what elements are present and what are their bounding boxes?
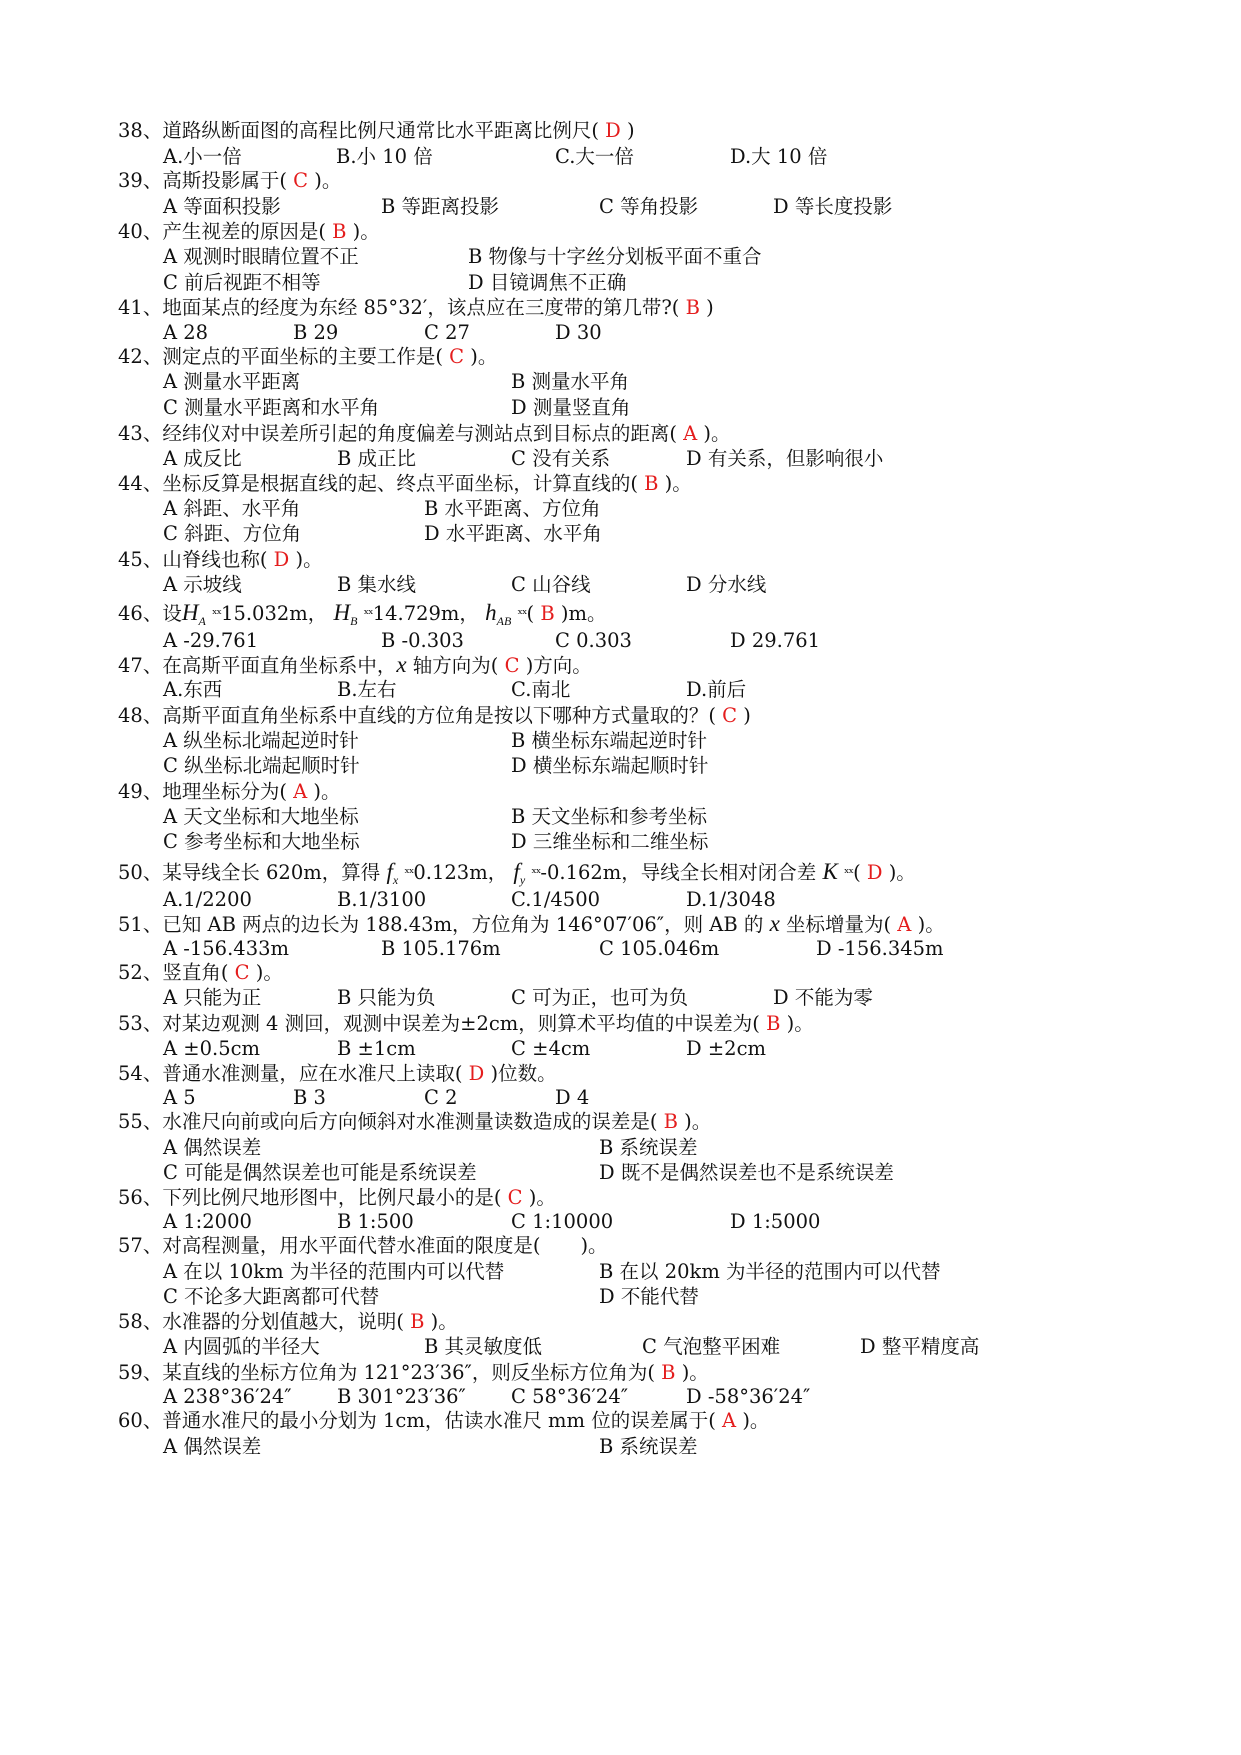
answer-mark: B xyxy=(534,602,561,625)
question-text-end: )。 xyxy=(313,780,341,803)
question-number: 41、 xyxy=(118,296,163,319)
question-number: 39、 xyxy=(118,169,163,192)
option-c: C 纵坐标北端起顺时针 xyxy=(163,754,360,777)
question-text-end: )m。 xyxy=(560,602,607,625)
option-c: C 斜距、方位角 xyxy=(163,522,302,545)
variable-x: x xyxy=(396,652,407,677)
answer-mark: A xyxy=(286,780,314,803)
question-text-end: )。 xyxy=(681,1361,709,1384)
option-d: D 30 xyxy=(555,321,602,344)
equals-symbol: ₓₓ xyxy=(404,862,414,877)
question-57 xyxy=(118,1232,608,1260)
option-b: B 只能为负 xyxy=(337,986,436,1009)
option-d: D 分水线 xyxy=(686,573,767,596)
options-row xyxy=(163,368,1163,396)
option-c: C 山谷线 xyxy=(511,573,591,596)
option-a: A -156.433m xyxy=(163,937,289,960)
variable-k: K xyxy=(822,859,838,884)
question-text-end: )。 xyxy=(888,861,916,884)
question-44 xyxy=(118,470,692,498)
option-b: B 天文坐标和参考坐标 xyxy=(511,805,708,828)
options-row xyxy=(163,752,1163,780)
option-d: D.1/3048 xyxy=(686,888,776,911)
option-a: A 斜距、水平角 xyxy=(163,497,301,520)
option-c: C ±4cm xyxy=(511,1037,591,1060)
question-42 xyxy=(118,343,497,371)
answer-mark: D xyxy=(267,548,296,571)
option-d: D -156.345m xyxy=(816,937,944,960)
subscript: AB xyxy=(496,614,512,628)
option-d: D.前后 xyxy=(686,678,747,701)
answer-mark: B xyxy=(657,1110,685,1133)
question-text-end: )方向。 xyxy=(525,654,592,677)
question-text: 坐标反算是根据直线的起、终点平面坐标，计算直线的( xyxy=(162,472,638,495)
question-number: 56、 xyxy=(118,1186,163,1209)
option-b: B 105.176m xyxy=(381,937,501,960)
value-text: 14.729m， xyxy=(372,602,479,625)
option-b: B 301°23′36″ xyxy=(337,1385,466,1408)
answer-mark: C xyxy=(286,169,315,192)
variable-h: H xyxy=(333,600,351,625)
option-d: D 等长度投影 xyxy=(773,195,893,218)
option-a: A.小一倍 xyxy=(163,145,242,168)
question-number: 54、 xyxy=(118,1062,163,1085)
option-c: C 1:10000 xyxy=(511,1210,614,1233)
answer-mark: A xyxy=(715,1409,743,1432)
equals-symbol: ₓₓ xyxy=(363,603,373,618)
question-48 xyxy=(118,702,751,730)
question-number: 60、 xyxy=(118,1409,163,1432)
question-number: 51、 xyxy=(118,913,163,936)
question-text: 地理坐标分为( xyxy=(162,780,287,803)
options-row xyxy=(163,269,1163,297)
question-number: 57、 xyxy=(118,1234,163,1257)
options-row xyxy=(163,803,1163,831)
option-b: B 系统误差 xyxy=(599,1435,698,1458)
question-text: 在高斯平面直角坐标系中， xyxy=(162,654,397,677)
value-text: 0.123m， xyxy=(413,861,508,884)
question-text: 山脊线也称( xyxy=(162,548,268,571)
question-number: 38、 xyxy=(118,119,163,142)
question-text: ( xyxy=(853,861,861,884)
question-58 xyxy=(118,1308,458,1336)
value-text: -0.162m，导线全长相对闭合差 xyxy=(540,861,823,884)
equals-symbol: ₓₓ xyxy=(212,603,222,618)
question-text-end: )。 xyxy=(580,1234,608,1257)
option-a: A 5 xyxy=(163,1086,196,1109)
question-40 xyxy=(118,218,380,246)
subscript: y xyxy=(519,873,526,887)
question-number: 45、 xyxy=(118,548,163,571)
option-a: A 天文坐标和大地坐标 xyxy=(163,805,359,828)
option-d: D 测量竖直角 xyxy=(511,396,631,419)
options-row xyxy=(163,445,1163,473)
question-text-end: )。 xyxy=(528,1186,556,1209)
option-c: C 2 xyxy=(424,1086,458,1109)
option-b: B 其灵敏度低 xyxy=(424,1335,543,1358)
question-text-end: )。 xyxy=(917,913,945,936)
question-53 xyxy=(118,1010,814,1038)
option-b: B 水平距离、方位角 xyxy=(424,497,601,520)
question-43 xyxy=(118,420,731,448)
question-52 xyxy=(118,959,283,987)
option-d: D 三维坐标和二维坐标 xyxy=(511,830,709,853)
option-a: A 只能为正 xyxy=(163,986,262,1009)
options-row xyxy=(163,1258,1163,1286)
option-a: A ±0.5cm xyxy=(163,1037,261,1060)
equals-symbol: ₓₓ xyxy=(844,862,854,877)
option-d: D 整平精度高 xyxy=(860,1335,980,1358)
variable-f: f xyxy=(513,859,520,884)
question-text: 水准尺向前或向后方向倾斜对水准测量读数造成的误差是( xyxy=(162,1110,658,1133)
option-d: D 既不是偶然误差也不是系统误差 xyxy=(599,1161,894,1184)
option-a: A 示坡线 xyxy=(163,573,242,596)
answer-mark: D xyxy=(860,861,889,884)
subscript: B xyxy=(350,614,358,628)
option-c: C.大一倍 xyxy=(555,145,634,168)
question-text: 道路纵断面图的高程比例尺通常比水平距离比例尺( xyxy=(162,119,599,142)
answer-mark: B xyxy=(403,1310,431,1333)
question-number: 52、 xyxy=(118,961,163,984)
answer-mark: C xyxy=(498,654,526,677)
question-text-end: ) xyxy=(743,704,751,727)
option-c: C 前后视距不相等 xyxy=(163,271,321,294)
question-text: 地面某点的经度为东经 85°32′，该点应在三度带的第几带?( xyxy=(162,296,680,319)
question-number: 46、 xyxy=(118,602,163,625)
answer-mark: D xyxy=(598,119,627,142)
option-b: B.左右 xyxy=(337,678,397,701)
option-a: A 内圆弧的半径大 xyxy=(163,1335,320,1358)
option-b: B 系统误差 xyxy=(599,1136,698,1159)
option-b: B 在以 20km 为半径的范围内可以代替 xyxy=(599,1260,941,1283)
answer-mark: B xyxy=(759,1012,787,1035)
options-row xyxy=(163,495,1163,523)
question-38 xyxy=(118,117,635,145)
options-row xyxy=(163,935,1163,963)
option-d: D 目镜调焦不正确 xyxy=(468,271,627,294)
option-b: B 横坐标东端起逆时针 xyxy=(511,729,708,752)
option-a: A 1:2000 xyxy=(163,1210,252,1233)
question-text: ( xyxy=(526,602,535,625)
question-49 xyxy=(118,778,341,806)
question-text: 设 xyxy=(162,602,182,625)
option-b: B 物像与十字丝分划板平面不重合 xyxy=(468,245,762,268)
question-text-end: )。 xyxy=(255,961,283,984)
option-d: D 29.761 xyxy=(730,629,821,652)
option-c: C 可能是偶然误差也可能是系统误差 xyxy=(163,1161,477,1184)
option-a: A 238°36′24″ xyxy=(163,1385,292,1408)
question-number: 53、 xyxy=(118,1012,163,1035)
answer-mark: C xyxy=(228,961,256,984)
option-b: B 1:500 xyxy=(337,1210,414,1233)
option-a: A 成反比 xyxy=(163,447,242,470)
question-text: 下列比例尺地形图中，比例尺最小的是( xyxy=(162,1186,502,1209)
options-row xyxy=(163,571,1163,599)
option-b: B 等距离投影 xyxy=(381,195,500,218)
option-c: C 58°36′24″ xyxy=(511,1385,629,1408)
option-d: D ±2cm xyxy=(686,1037,766,1060)
option-b: B 3 xyxy=(293,1086,326,1109)
question-text: 普通水准测量，应在水准尺上读取( xyxy=(162,1062,463,1085)
option-b: B.1/3100 xyxy=(337,888,427,911)
answer-mark: C xyxy=(442,345,471,368)
option-c: C 气泡整平困难 xyxy=(642,1335,781,1358)
option-d: D 不能为零 xyxy=(773,986,873,1009)
option-d: D 有关系，但影响很小 xyxy=(686,447,884,470)
option-b: B ±1cm xyxy=(337,1037,416,1060)
options-row xyxy=(163,828,1163,856)
option-a: A.1/2200 xyxy=(163,888,252,911)
question-text: 高斯平面直角坐标系中直线的方位角是按以下哪种方式量取的？( xyxy=(162,704,716,727)
question-text: 对某边观测 4 测回，观测中误差为±2cm，则算术平均值的中误差为( xyxy=(162,1012,760,1035)
question-text: 经纬仪对中误差所引起的角度偏差与测站点到目标点的距离( xyxy=(162,422,677,445)
option-c: C 不论多大距离都可代替 xyxy=(163,1285,380,1308)
question-number: 42、 xyxy=(118,345,163,368)
question-text-end: )。 xyxy=(430,1310,458,1333)
question-60 xyxy=(118,1407,769,1435)
question-number: 43、 xyxy=(118,422,163,445)
option-b: B.小 10 倍 xyxy=(336,145,433,168)
option-b: B 29 xyxy=(293,321,339,344)
value-text: 15.032m， xyxy=(221,602,328,625)
options-row xyxy=(163,676,1163,704)
question-text-end: )。 xyxy=(684,1110,712,1133)
answer-mark: B xyxy=(325,220,353,243)
question-text: 已知 AB 两点的边长为 188.43m，方位角为 146°07′06″，则 AB 的 xyxy=(162,913,770,936)
variable-h: H xyxy=(181,600,199,625)
option-a: A 28 xyxy=(163,321,209,344)
question-text: 竖直角( xyxy=(162,961,229,984)
option-b: B -0.303 xyxy=(381,629,464,652)
answer-mark: B xyxy=(654,1361,682,1384)
option-a: A 偶然误差 xyxy=(163,1136,262,1159)
question-text-end: ) xyxy=(626,119,635,142)
answer-mark: B xyxy=(679,296,707,319)
options-row xyxy=(163,984,1163,1012)
question-text-end: ) xyxy=(706,296,714,319)
question-text-end: )。 xyxy=(664,472,692,495)
option-c: C 等角投影 xyxy=(599,195,699,218)
variable-x: x xyxy=(769,911,780,936)
option-c: C 可为正，也可为负 xyxy=(511,986,689,1009)
options-row xyxy=(163,1333,1163,1361)
question-text: 轴方向为( xyxy=(406,654,499,677)
option-d: D.大 10 倍 xyxy=(730,145,828,168)
question-text: 测定点的平面坐标的主要工作是( xyxy=(162,345,443,368)
options-row xyxy=(163,520,1163,548)
option-c: C 27 xyxy=(424,321,470,344)
question-number: 48、 xyxy=(118,704,163,727)
option-a: A -29.761 xyxy=(163,629,259,652)
question-39 xyxy=(118,167,341,195)
variable-f: f xyxy=(386,859,393,884)
option-d: D -58°36′24″ xyxy=(686,1385,811,1408)
options-row xyxy=(163,243,1163,271)
answer-mark: C xyxy=(715,704,744,727)
option-b: B 测量水平角 xyxy=(511,370,630,393)
question-text: 产生视差的原因是( xyxy=(162,220,326,243)
question-number: 40、 xyxy=(118,220,163,243)
question-text-end: )。 xyxy=(295,548,323,571)
options-row xyxy=(163,1035,1163,1063)
option-c: C.南北 xyxy=(511,678,571,701)
question-number: 59、 xyxy=(118,1361,163,1384)
question-text-end: )。 xyxy=(352,220,380,243)
subscript: x xyxy=(392,873,399,887)
option-d: D 不能代替 xyxy=(599,1285,699,1308)
option-d: D 水平距离、水平角 xyxy=(424,522,602,545)
answer-mark: A xyxy=(676,422,704,445)
question-text: 普通水准尺的最小分划为 1cm，估读水准尺 mm 位的误差属于( xyxy=(162,1409,716,1432)
option-c: C 没有关系 xyxy=(511,447,611,470)
question-41 xyxy=(118,294,714,322)
question-text-end: )。 xyxy=(703,422,731,445)
answer-mark: D xyxy=(462,1062,491,1085)
question-text-end: )。 xyxy=(742,1409,770,1432)
option-c: C 测量水平距离和水平角 xyxy=(163,396,380,419)
question-text: 高斯投影属于( xyxy=(162,169,287,192)
question-text-end: )。 xyxy=(470,345,498,368)
options-row xyxy=(163,1283,1163,1311)
answer-mark: B xyxy=(637,472,665,495)
option-c: C 105.046m xyxy=(599,937,720,960)
option-a: A 纵坐标北端起逆时针 xyxy=(163,729,359,752)
option-d: D 横坐标东端起顺时针 xyxy=(511,754,709,777)
option-b: B 集水线 xyxy=(337,573,417,596)
question-text-end: )。 xyxy=(786,1012,814,1035)
option-c: C 参考坐标和大地坐标 xyxy=(163,830,360,853)
question-text: 某导线全长 620m，算得 xyxy=(162,861,387,884)
equals-symbol: ₓₓ xyxy=(517,603,527,618)
equals-symbol: ₓₓ xyxy=(531,862,541,877)
options-row xyxy=(163,1134,1163,1162)
question-55 xyxy=(118,1108,711,1136)
options-row xyxy=(163,193,1163,221)
option-d: D 1:5000 xyxy=(730,1210,821,1233)
question-text: 某直线的坐标方位角为 121°23′36″，则反坐标方位角为( xyxy=(162,1361,655,1384)
option-a: A.东西 xyxy=(163,678,223,701)
question-text: 对高程测量，用水平面代替水准面的限度是( xyxy=(162,1234,541,1257)
options-row xyxy=(163,727,1163,755)
options-row xyxy=(163,1159,1163,1187)
option-a: A 等面积投影 xyxy=(163,195,281,218)
option-d: D 4 xyxy=(555,1086,590,1109)
question-text: 水准器的分划值越大，说明( xyxy=(162,1310,404,1333)
question-number: 44、 xyxy=(118,472,163,495)
option-c: C 0.303 xyxy=(555,629,632,652)
option-b: B 成正比 xyxy=(337,447,417,470)
option-c: C.1/4500 xyxy=(511,888,601,911)
question-text-end: )位数。 xyxy=(490,1062,557,1085)
question-number: 58、 xyxy=(118,1310,163,1333)
question-45 xyxy=(118,546,323,574)
options-row xyxy=(163,1433,1163,1461)
answer-mark: A xyxy=(891,913,918,936)
question-number: 49、 xyxy=(118,780,163,803)
option-a: A 偶然误差 xyxy=(163,1435,262,1458)
option-a: A 在以 10km 为半径的范围内可以代替 xyxy=(163,1260,505,1283)
question-number: 55、 xyxy=(118,1110,163,1133)
options-row xyxy=(163,394,1163,422)
question-text-end: )。 xyxy=(314,169,342,192)
option-a: A 测量水平距离 xyxy=(163,370,301,393)
question-text: 坐标增量为( xyxy=(779,913,892,936)
variable-h: h xyxy=(485,600,497,625)
answer-mark: C xyxy=(501,1186,529,1209)
question-number: 50、 xyxy=(118,861,163,884)
subscript: A xyxy=(198,614,206,628)
option-a: A 观测时眼睛位置不正 xyxy=(163,245,359,268)
question-number: 47、 xyxy=(118,654,163,677)
